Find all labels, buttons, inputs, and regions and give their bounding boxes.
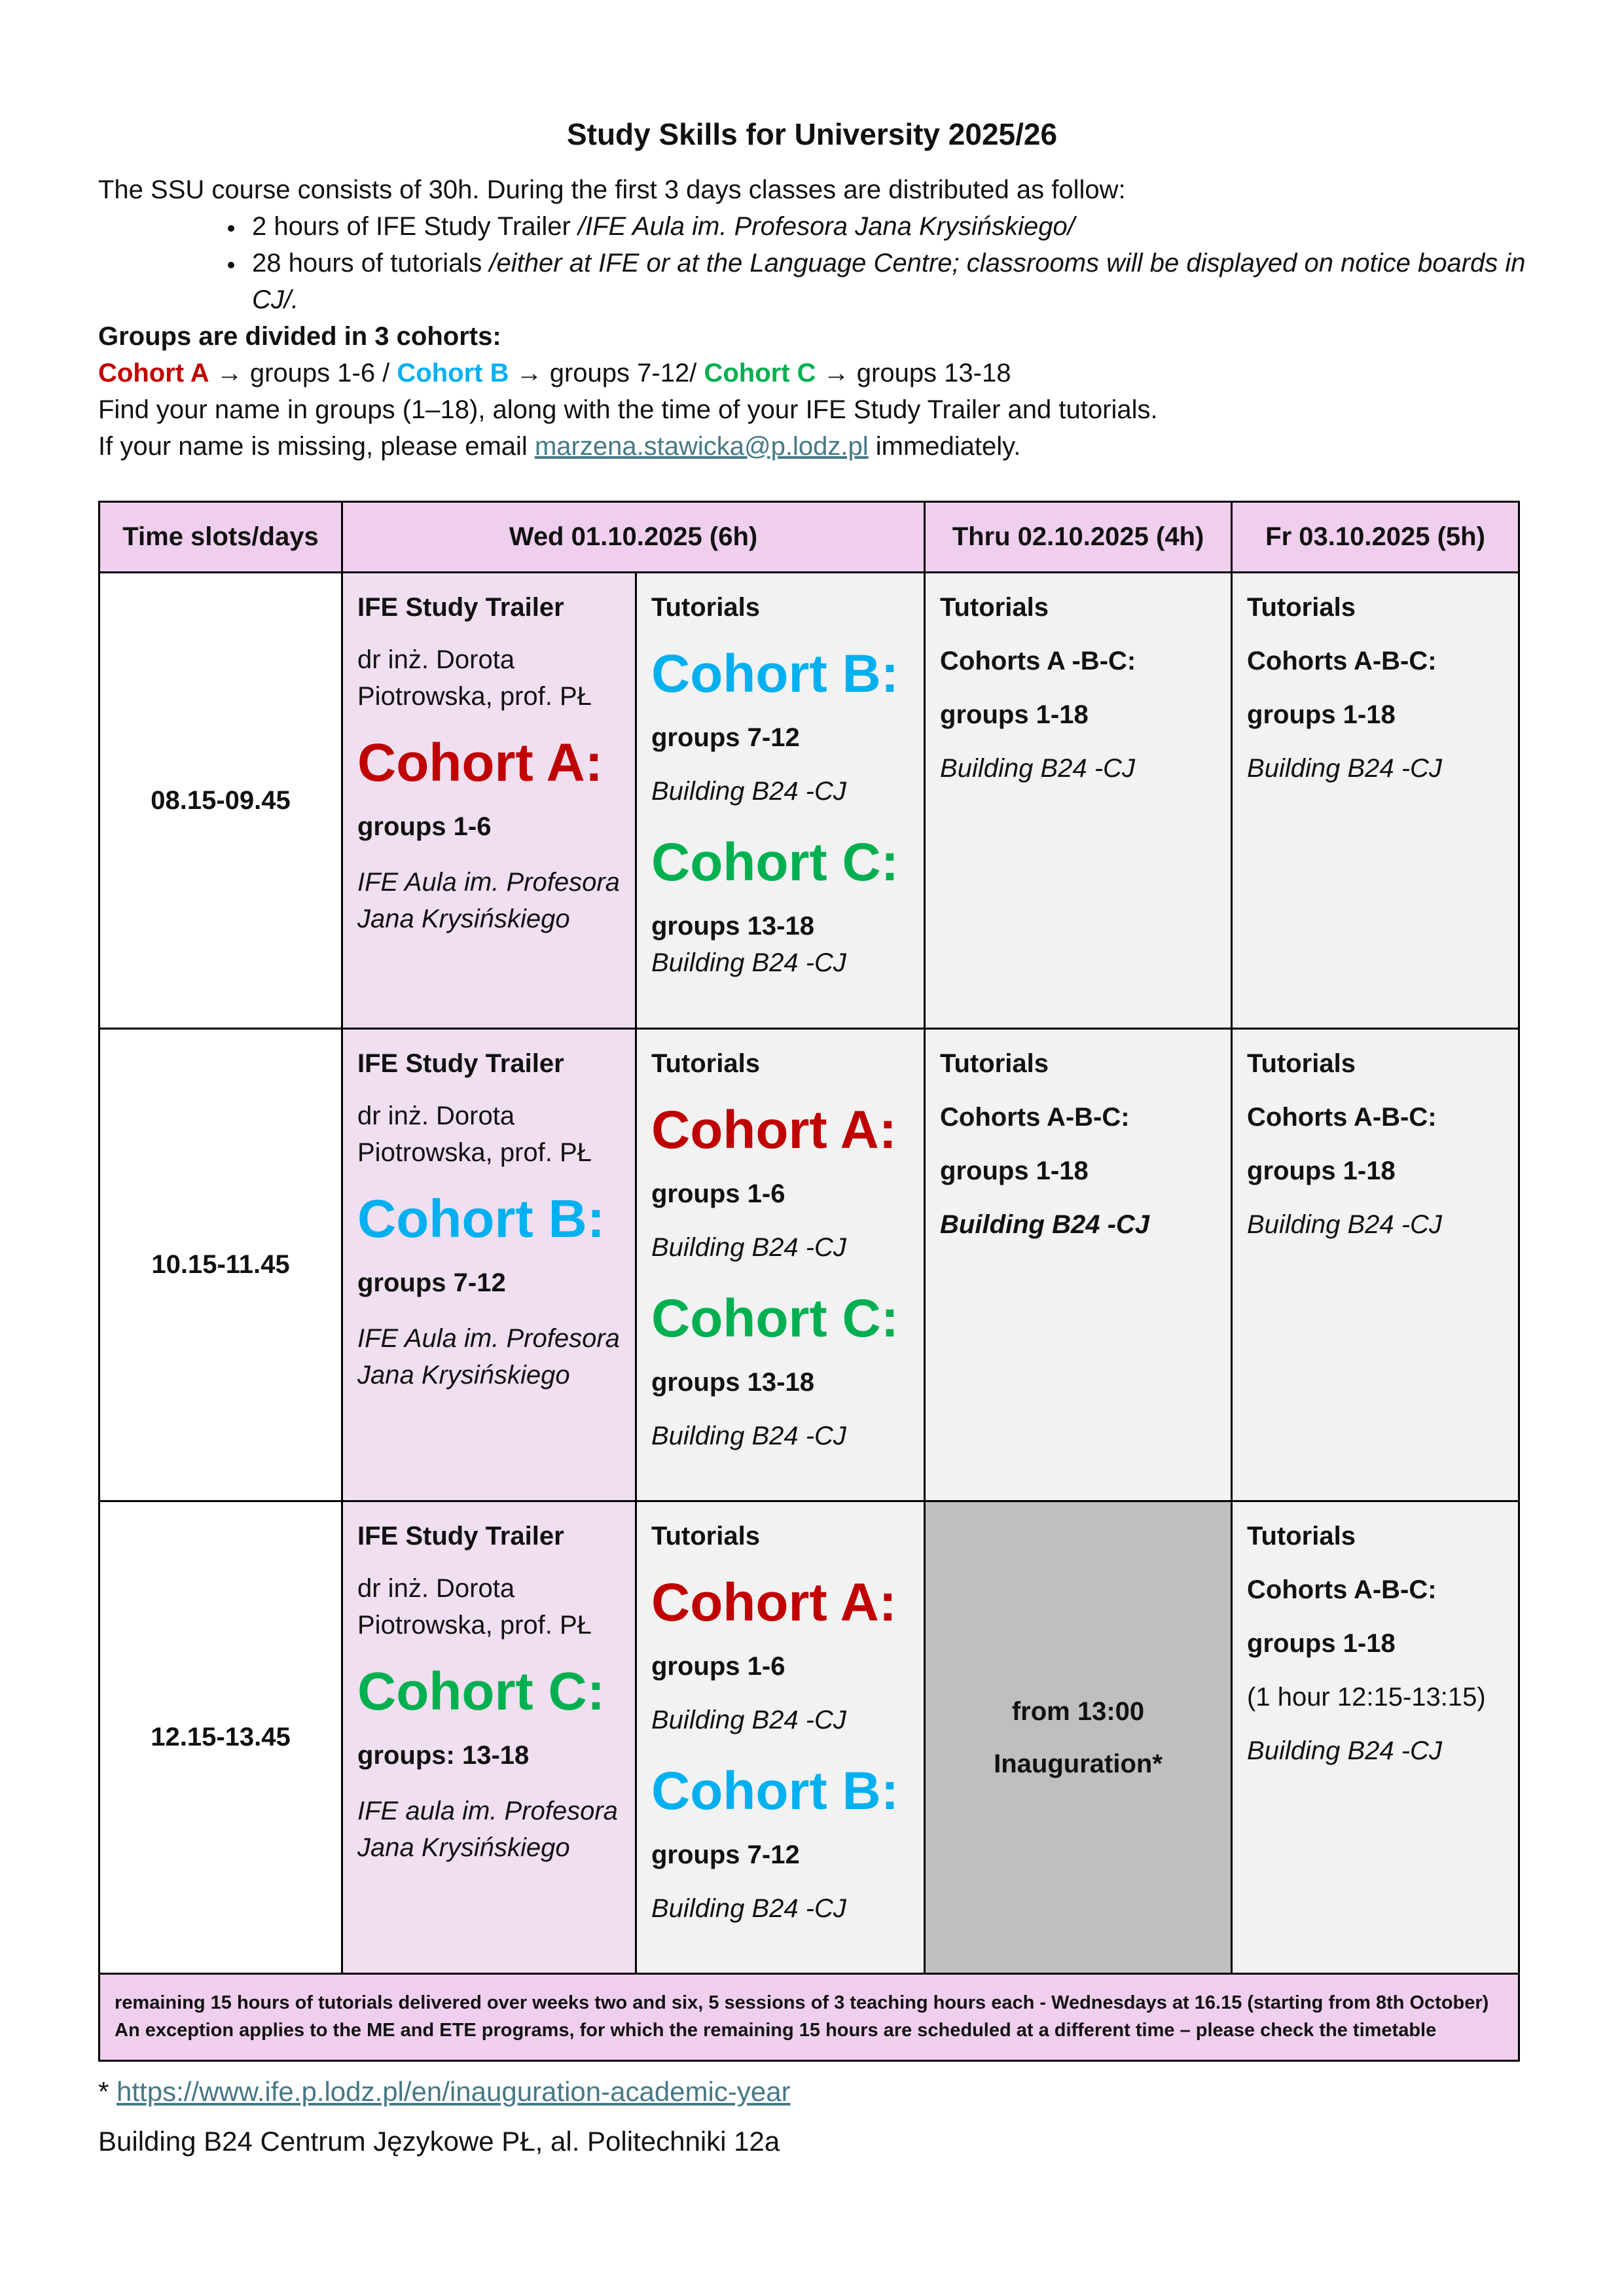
fri-cell: Tutorials Cohorts A-B-C: groups 1-18 Building B24 -CJ — [1232, 573, 1519, 1029]
note-row — [99, 1974, 1519, 2061]
cohort-label: Cohort C: — [651, 833, 899, 892]
building-address: Building B24 Centrum Językowe PŁ, al. Politechniki 12a — [98, 2126, 780, 2157]
remaining-hours-note: remaining 15 hours of tutorials delivered over weeks two and six, 5 sessions of 3 teaching hours each - Wednesdays at 16.15 (starting from 8th October) An exception applies to the ME and ETE programs, for which the remaining 15 hours are scheduled at a different time – please check the timetable — [99, 1974, 1519, 2061]
tutorials-cell: Tutorials Cohort A: groups 1-6 Building B24 -CJ Cohort B: groups 7-12 Building B24 -CJ — [636, 1501, 925, 1974]
legend-cohort-c: Cohort C — [704, 359, 816, 387]
cohort-label: Cohort A: — [357, 733, 603, 793]
contact-email-link[interactable]: marzena.stawicka@p.lodz.pl — [534, 432, 869, 461]
arrow-icon: → — [216, 359, 243, 387]
trailer-cell: IFE Study Trailer dr inż. Dorota Piotrowska, prof. PŁ Cohort C: groups: 13-18 IFE aula im. Profesora Jana Krysińskiego — [342, 1501, 636, 1974]
find-name-line: Find your name in groups (1–18), along with the time of your IFE Study Trailer and tutorials. — [98, 395, 1158, 424]
cohort-label: Cohort A: — [651, 1100, 897, 1160]
fri-cell: Tutorials Cohorts A-B-C: groups 1-18 (1 hour 12:15-13:15) Building B24 -CJ — [1232, 1501, 1519, 1974]
cohort-label: Cohort B: — [357, 1189, 605, 1249]
thu-cell: Tutorials Cohorts A -B-C: groups 1-18 Building B24 -CJ — [925, 573, 1232, 1029]
header-row — [99, 502, 1519, 573]
trailer-cell: IFE Study Trailer dr inż. Dorota Piotrowska, prof. PŁ Cohort B: groups 7-12 IFE Aula im. Profesora Jana Krysińskiego — [342, 1029, 636, 1501]
time-slot: 12.15-13.45 — [99, 1501, 342, 1974]
bullet-trailer: • 2 hours of IFE Study Trailer /IFE Aula im. Profesora Jana Krysińskiego/ — [245, 208, 1538, 245]
table-row — [99, 573, 1519, 1029]
time-slot: 08.15-09.45 — [99, 573, 342, 1029]
groups-heading: Groups are divided in 3 cohorts: — [98, 322, 501, 351]
cohort-label: Cohort C: — [651, 1289, 899, 1348]
cohort-label: Cohort C: — [357, 1662, 605, 1721]
table-row — [99, 1501, 1519, 1974]
intro-bullets — [98, 208, 1538, 318]
time-slot: 10.15-11.45 — [99, 1029, 342, 1501]
arrow-icon: → — [516, 359, 543, 387]
legend-cohort-a: Cohort A — [98, 359, 209, 387]
thu-cell: Tutorials Cohorts A-B-C: groups 1-18 Building B24 -CJ — [925, 1029, 1232, 1501]
tutorials-cell: Tutorials Cohort B: groups 7-12 Building B24 -CJ Cohort C: groups 13-18 Building B24 -CJ — [636, 573, 925, 1029]
intro-line: The SSU course consists of 30h. During the first 3 days classes are distributed as follow: — [98, 175, 1126, 204]
cohort-legend: Cohort A → groups 1-6 / Cohort B → groups 7-12/ Cohort C → groups 13-18 — [98, 359, 1011, 387]
legend-cohort-b: Cohort B — [397, 359, 509, 387]
tutorials-cell: Tutorials Cohort A: groups 1-6 Building B24 -CJ Cohort C: groups 13-18 Building B24 -CJ — [636, 1029, 925, 1501]
cohort-label: Cohort B: — [651, 644, 899, 704]
header-time-slots: Time slots/days — [99, 502, 342, 573]
cohort-label: Cohort A: — [651, 1573, 897, 1632]
header-thu: Thru 02.10.2025 (4h) — [925, 502, 1232, 573]
footnote: * https://www.ife.p.lodz.pl/en/inauguration-academic-year — [98, 2076, 791, 2107]
document-title: Study Skills for University 2025/26 — [566, 117, 1058, 151]
schedule-table — [98, 501, 1520, 2062]
bullet-tutorials: • 28 hours of tutorials /either at IFE or at the Language Centre; classrooms will be displayed on notice boards in CJ/. — [245, 245, 1538, 318]
cohort-label: Cohort B: — [651, 1761, 899, 1821]
intro-section — [98, 171, 1538, 465]
fri-cell: Tutorials Cohorts A-B-C: groups 1-18 Building B24 -CJ — [1232, 1029, 1519, 1501]
header-wed: Wed 01.10.2025 (6h) — [342, 502, 925, 573]
missing-name-line: If your name is missing, please email marzena.stawicka@p.lodz.pl immediately. — [98, 432, 1021, 461]
inauguration-cell: from 13:00 Inauguration* — [925, 1501, 1232, 1974]
trailer-cell: IFE Study Trailer dr inż. Dorota Piotrowska, prof. PŁ Cohort A: groups 1-6 IFE Aula im. Profesora Jana Krysińskiego — [342, 573, 636, 1029]
header-fri: Fr 03.10.2025 (5h) — [1232, 502, 1519, 573]
table-row — [99, 1029, 1519, 1501]
arrow-icon: → — [823, 359, 850, 387]
inauguration-link[interactable]: https://www.ife.p.lodz.pl/en/inauguration-academic-year — [117, 2076, 791, 2107]
